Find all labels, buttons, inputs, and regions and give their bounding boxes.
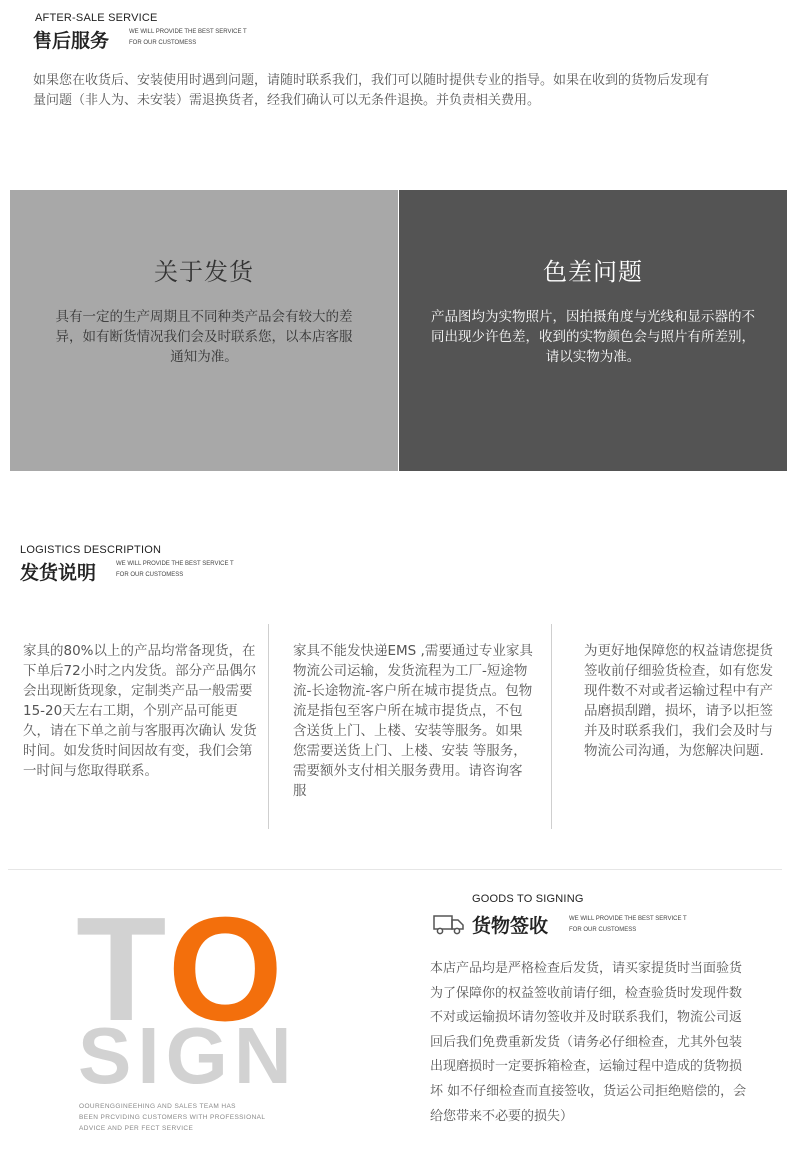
shipping-notice-text: 具有一定的生产周期且不同种类产品会有较大的差异，如有断货情况我们会及时联系您，以本店客服通知为准。 xyxy=(55,309,353,365)
signing-line-2: 为了保障你的权益签收前请仔细，检查验货时发现件数 xyxy=(430,985,743,1001)
signing-line-5: 出现磨损时一定要拆箱检查，运输过程中造成的货物损 xyxy=(430,1059,743,1075)
logistics-column-2: 家具不能发快递EMS ,需要通过专业家具物流公司运输，发货流程为工厂-短途物流-长途物流-客户所在城市提货点。包物流是指包至客户所在城市提货点，不包含送货上门、上楼、安装等服务。如果您需要送货上门、上楼、安装 等服务，需要额外支付相关服务费用。请咨询客服 xyxy=(293,643,533,799)
logistics-subtitle-line-1: WE WILL PROVIDE THE BEST SERVICE T xyxy=(116,561,234,567)
team-tagline-line-2: BEEN PRCVIDING CUSTOMERS WITH PROFESSIONAL xyxy=(79,1114,266,1121)
big-word-sign: SIGN xyxy=(78,1011,298,1100)
signing-line-3: 不对或运输损坏请勿签收并及时联系我们，物流公司返 xyxy=(430,1010,743,1026)
signing-subtitle-line-1: WE WILL PROVIDE THE BEST SERVICE T xyxy=(569,916,687,922)
team-tagline xyxy=(79,1101,309,1134)
color-difference-text: 产品图均为实物照片，因拍摄角度与光线和显示器的不同出现少许色差，收到的实物颜色会与照片有所差别，请以实物为准。 xyxy=(431,309,755,365)
signing-title: 货物签收 xyxy=(472,915,549,937)
color-difference-block xyxy=(399,190,787,471)
shipping-notice-title: 关于发货 xyxy=(154,258,254,286)
logistics-column-3: 为更好地保障您的权益请您提货签收前仔细验货检查，如有您发现件数不对或者运输过程中有产品磨损刮蹭，损坏，请予以拒签并及时联系我们，我们会及时与物流公司沟通，为您解决问题. xyxy=(584,643,773,759)
signing-paragraph xyxy=(430,957,785,1129)
signing-en-label: GOODS TO SIGNING xyxy=(472,893,584,905)
logistics-subtitle xyxy=(116,559,266,581)
column-divider-2 xyxy=(551,624,552,829)
signing-subtitle xyxy=(569,914,719,936)
after-sale-subtitle xyxy=(129,27,279,49)
after-sale-subtitle-line-1: WE WILL PROVIDE THE BEST SERVICE T xyxy=(129,29,247,35)
team-tagline-line-3: ADVICE AND PER FECT SERVICE xyxy=(79,1125,194,1132)
shipping-notice-block xyxy=(10,190,398,471)
logistics-column-1: 家具的80%以上的产品均常备现货，在下单后72小时之内发货。部分产品偶尔会出现断货现象，定制类产品一般需要15-20天左右工期，个别产品可能更久，请在下单之前与客服再次确认 发货时间。如发货时间因故有变，我们会第一时间与您取得联系。 xyxy=(23,643,257,779)
after-sale-subtitle-line-2: FOR OUR CUSTOMESS xyxy=(129,40,197,46)
truck-icon xyxy=(433,912,465,936)
signing-line-7: 给您带来不必要的损失） xyxy=(430,1108,574,1124)
big-letter-o: O xyxy=(167,887,287,1052)
column-divider-1 xyxy=(268,624,269,829)
logistics-subtitle-line-2: FOR OUR CUSTOMESS xyxy=(116,572,184,578)
after-sale-title: 售后服务 xyxy=(33,30,110,52)
signing-subtitle-line-2: FOR OUR CUSTOMESS xyxy=(569,927,637,933)
after-sale-en-label: AFTER-SALE SERVICE xyxy=(35,12,158,24)
signing-line-1: 本店产品均是严格检查后发货，请买家提货时当面验货 xyxy=(430,961,743,976)
signing-line-6: 坏 如不仔细检查而直接签收，货运公司拒绝赔偿的，会 xyxy=(430,1083,747,1099)
section-divider xyxy=(8,869,782,870)
signing-line-4: 回后我们免费重新发货（请务必仔细检查，尤其外包装 xyxy=(430,1034,743,1050)
color-difference-title: 色差问题 xyxy=(543,258,643,286)
after-sale-paragraph xyxy=(33,71,790,111)
logistics-title: 发货说明 xyxy=(20,562,97,584)
logistics-en-label: LOGISTICS DESCRIPTION xyxy=(20,544,162,556)
after-sale-line-2: 量问题（非人为、未安装）需退换货者，经我们确认可以无条件退换。并负责相关费用。 xyxy=(33,93,541,108)
team-tagline-line-1: OOURENGGINEEHING AND SALES TEAM HAS xyxy=(79,1103,236,1110)
after-sale-line-1: 如果您在收货后、安装使用时遇到问题，请随时联系我们，我们可以随时提供专业的指导。如果在收到的货物后发现有 xyxy=(33,73,710,88)
big-letter-t: T xyxy=(76,887,168,1052)
